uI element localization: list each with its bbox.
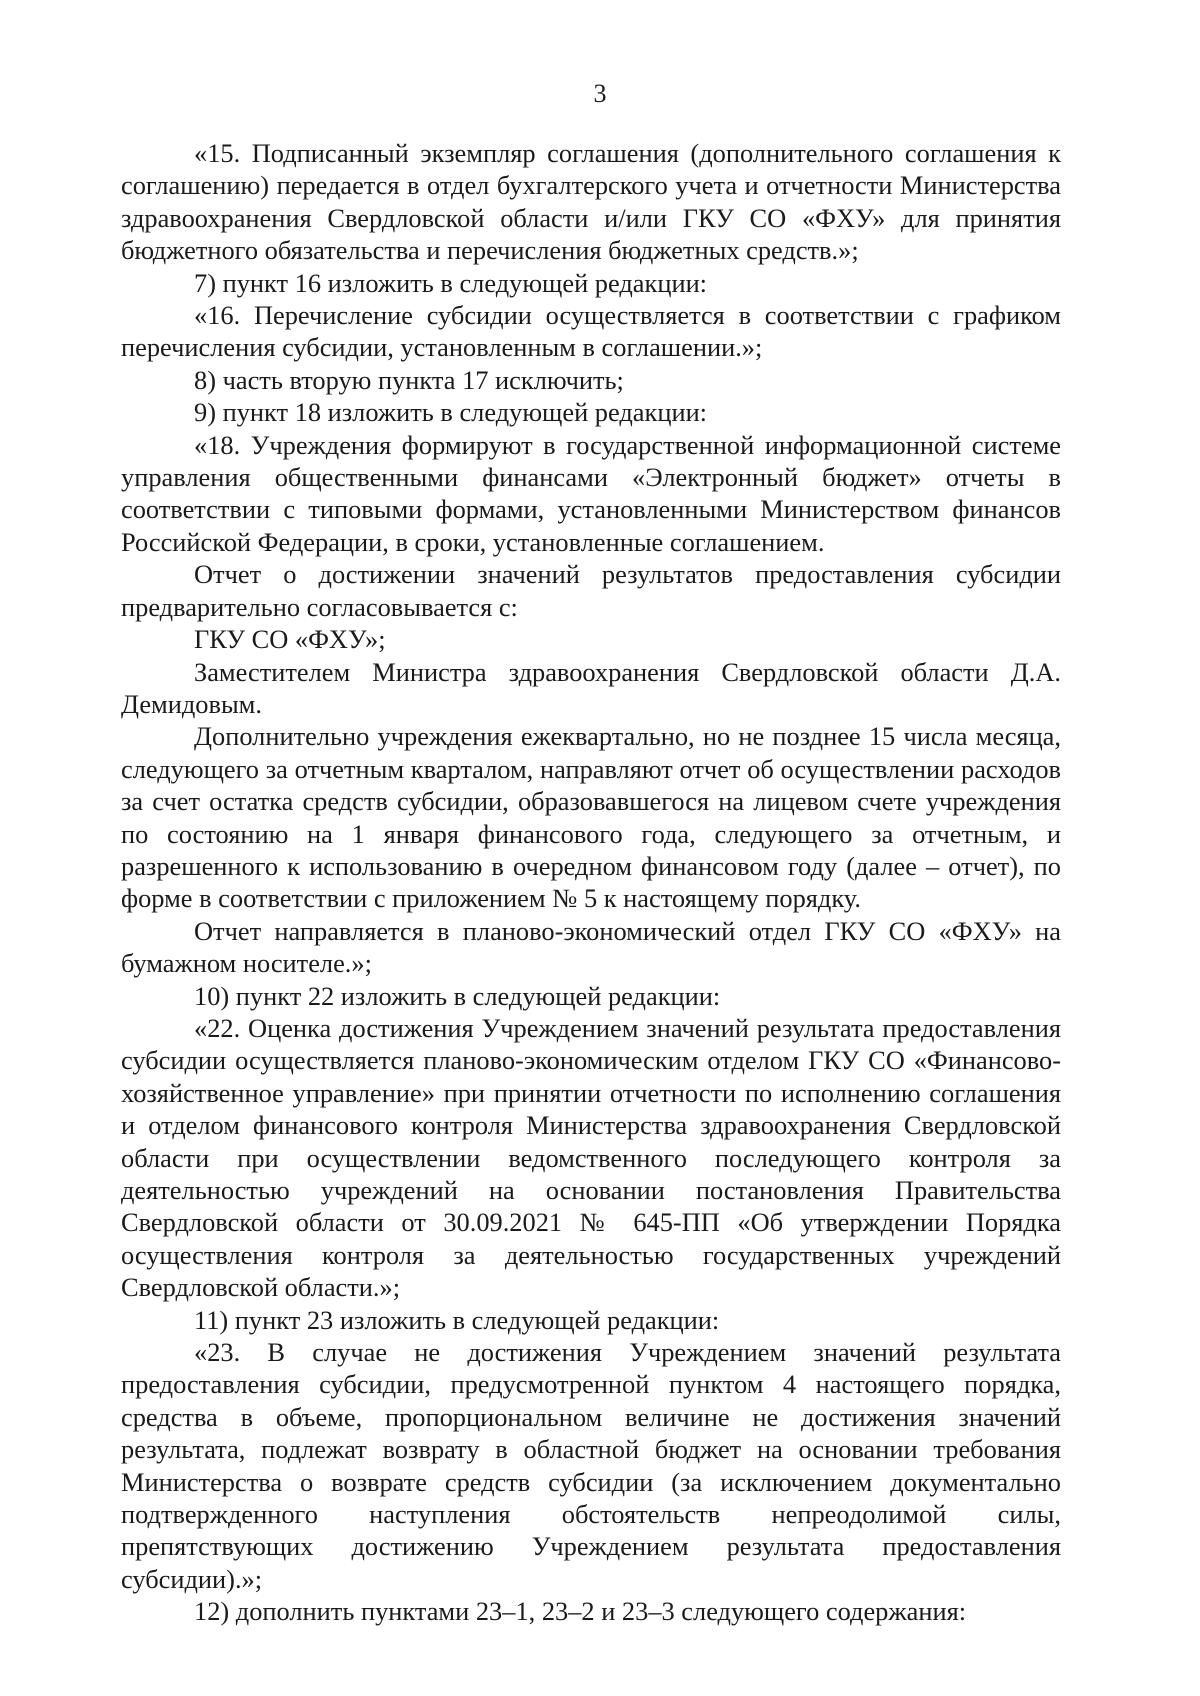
paragraph-item-15: «15. Подписанный экземпляр соглашения (дополнительного соглашения к соглашению) передается в отдел бухгалтерского учета и отчетности Министерства здравоохранения Свердловской области и/или ГКУ СО «ФХУ» для принятия бюджетного обязательства и перечисления бюджетных средств.»; — [121, 138, 1061, 266]
document-body — [121, 137, 1061, 1628]
paragraph-item-18: «18. Учреждения формируют в государственной информационной системе управления общественными финансами «Электронный бюджет» отчеты в соответствии с типовыми формами, установленными Министерством финансов Российской Федерации, в сроки, установленные соглашением. — [121, 429, 1061, 557]
paragraph-item-23: «23. В случае не достижения Учреждением значений результата предоставления субсидии, предусмотренной пунктом 4 настоящего порядка, средства в объеме, пропорциональном величине не достижения значений результата, подлежат возврату в областной бюджет на основании требования Министерства о возврате средств субсидии (за исключением документально подтвержденного наступления обстоятельств непреодолимой силы, препятствующих достижению Учреждением результата предоставления субсидии).»; — [121, 1337, 1061, 1594]
paragraph-gku-so: ГКУ СО «ФХУ»; — [194, 624, 386, 655]
paragraph-item-16: «16. Перечисление субсидии осуществляется в соответствии с графиком перечисления субсидии, установленным в соглашении.»; — [121, 300, 1061, 363]
amendment-12: 12) дополнить пунктами 23–1, 23–2 и 23–3 следующего содержания: — [194, 1596, 967, 1627]
paragraph-report-approval: Отчет о достижении значений результатов предоставления субсидии предварительно согласовывается с: — [121, 559, 1061, 622]
page-number: 3 — [593, 79, 607, 108]
amendment-9: 9) пункт 18 изложить в следующей редакции: — [194, 397, 708, 428]
amendment-11: 11) пункт 23 изложить в следующей редакции: — [194, 1304, 720, 1335]
amendment-10: 10) пункт 22 изложить в следующей редакции: — [194, 980, 721, 1011]
paragraph-report-submission: Отчет направляется в планово-экономический отдел ГКУ СО «ФХУ» на бумажном носителе.»; — [121, 915, 1061, 979]
amendment-7: 7) пункт 16 изложить в следующей редакции: — [194, 267, 708, 298]
paragraph-quarterly-report: Дополнительно учреждения ежеквартально, но не позднее 15 числа месяца, следующего за отчетным кварталом, направляют отчет об осуществлении расходов за счет остатка средств субсидии, образовавшегося на лицевом счете учреждения по состоянию на 1 января финансового года, следующего за отчетным, и разрешенного к использованию в очередном финансовом году (далее – отчет), по форме в соответствии с приложением № 5 к настоящему порядку. — [121, 721, 1061, 914]
paragraph-deputy-minister: Заместителем Министра здравоохранения Свердловской области Д.А. Демидовым. — [121, 656, 1061, 719]
amendment-8: 8) часть вторую пункта 17 исключить; — [194, 364, 624, 395]
paragraph-item-22: «22. Оценка достижения Учреждением значений результата предоставления субсидии осуществляется планово-экономическим отделом ГКУ СО «Финансово-хозяйственное управление» при принятии отчетности по исполнению соглашения и отделом финансового контроля Министерства здравоохранения Свердловской области при осуществлении ведомственного последующего контроля за деятельностью учреждений на основании постановления Правительства Свердловской области от 30.09.2021 № 645-ПП «Об утверждении Порядка осуществления контроля за деятельностью государственных учреждений Свердловской области.»; — [121, 1012, 1061, 1303]
